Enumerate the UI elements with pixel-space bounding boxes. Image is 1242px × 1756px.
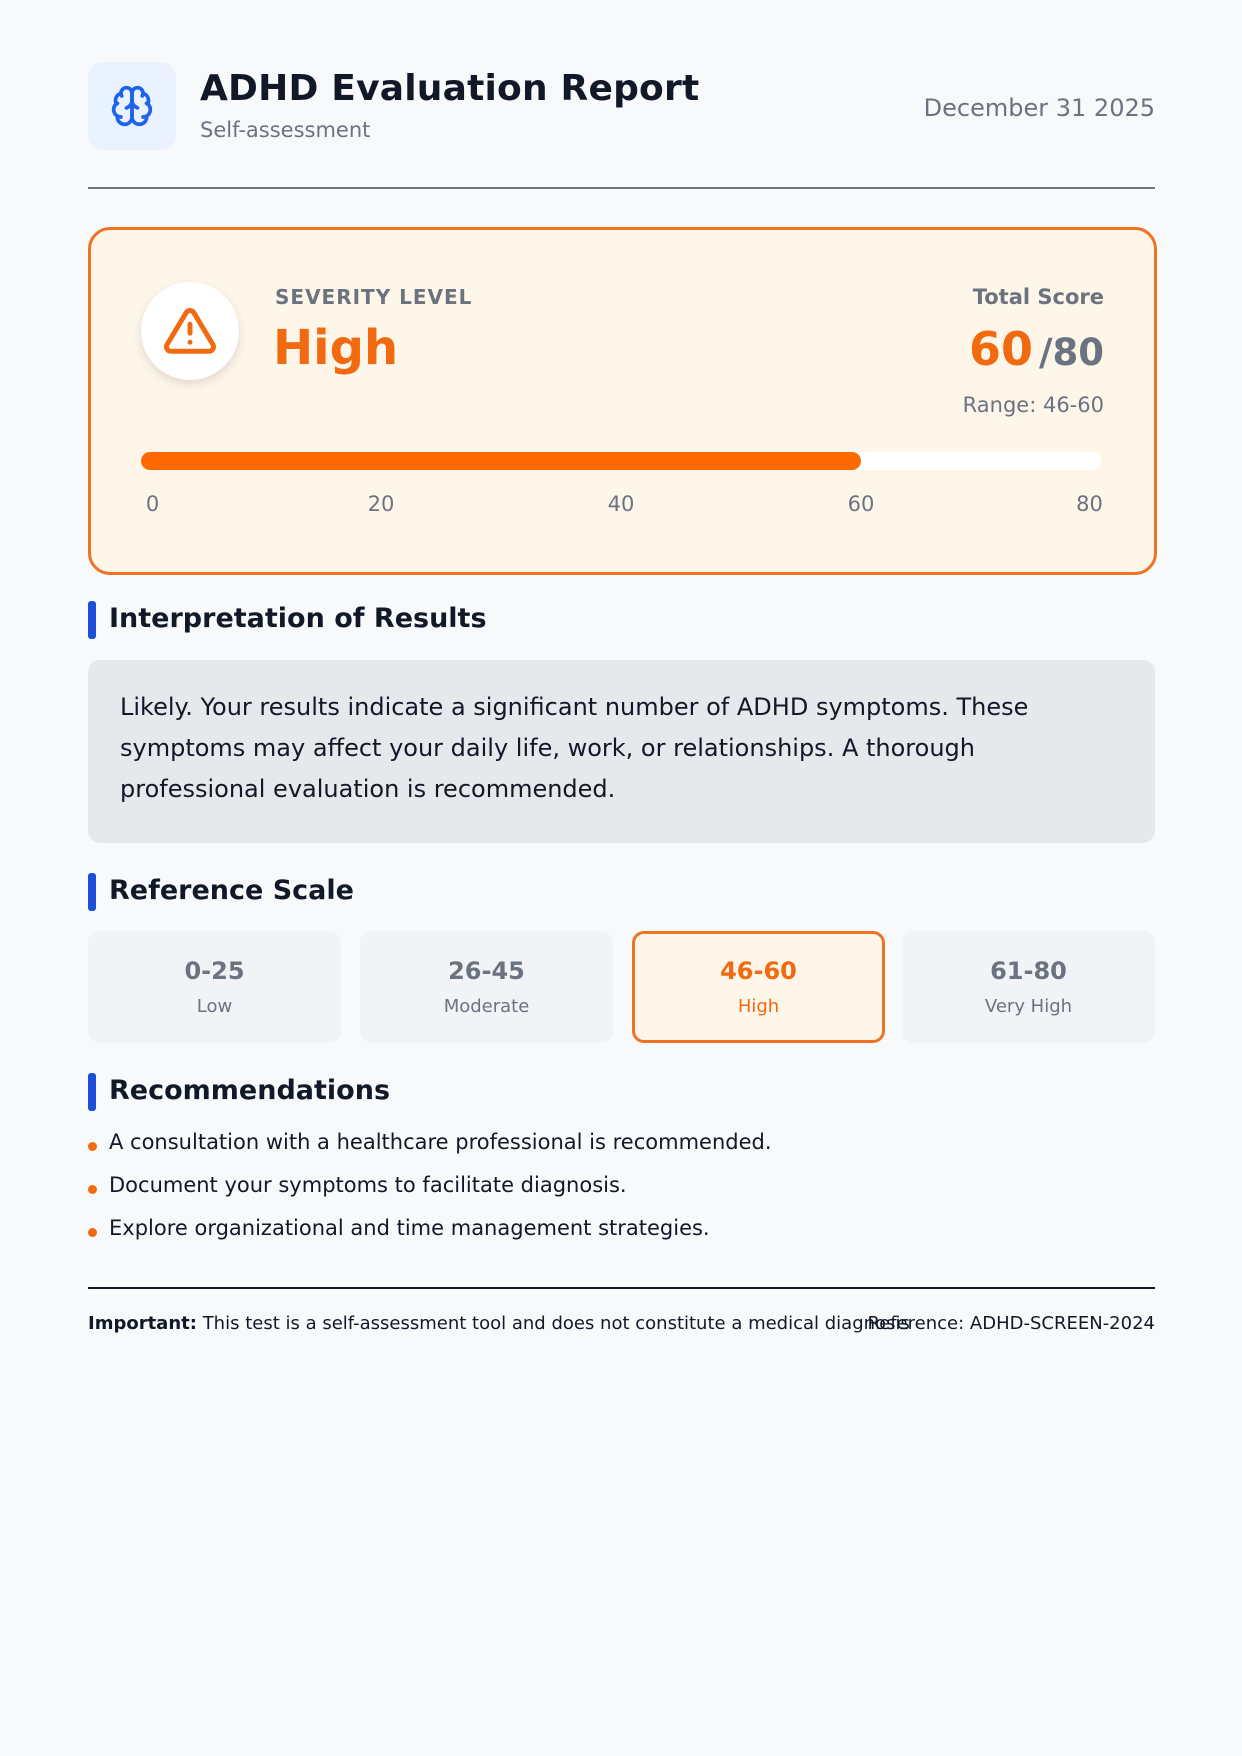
section-accent-bar [88,601,96,639]
score-range: Range: 46-60 [962,393,1104,417]
severity-value: High [273,320,399,376]
warning-triangle-icon [163,304,217,358]
scale-range: 46-60 [720,957,797,985]
scale-level-high [632,931,885,1043]
score-max: /80 [1038,331,1104,374]
report-subtitle: Self-assessment [200,118,371,142]
progress-tick-label: 60 [847,492,875,516]
list-item [88,1216,1155,1259]
brain-icon [110,84,154,128]
scale-name: Low [196,996,233,1017]
scale-level-moderate [360,931,613,1043]
reference-code: Reference: ADHD-SCREEN-2024 [867,1313,1155,1334]
interpretation-text: Likely. Your results indicate a significant number of ADHD symptoms. These symptoms may affect your daily life, work, or relationships. A thorough professional evaluation is recommended. [88,660,1155,843]
scale-name: High [737,996,780,1017]
report-date: December 31 2025 [923,94,1155,122]
scale-range: 61-80 [990,957,1067,985]
recommendations-title: Recommendations [109,1075,391,1106]
severity-card [88,227,1157,575]
footer-divider [88,1287,1155,1289]
progress-tick-label: 0 [145,492,160,516]
scale-range: 26-45 [448,957,525,985]
bullet-dot-icon [88,1142,97,1151]
progress-tick-label: 20 [367,492,395,516]
scale-name: Moderate [443,996,530,1017]
recommendation-text: A consultation with a healthcare professional is recommended. [109,1130,772,1154]
report-header [88,62,1155,150]
progress-ticks [141,492,1101,518]
recommendation-text: Explore organizational and time management strategies. [109,1216,710,1240]
warning-badge [141,282,239,380]
header-divider [88,187,1155,189]
progress-tick-label: 40 [607,492,635,516]
score-value: 60 [968,322,1033,376]
reference-scale-title: Reference Scale [109,875,354,906]
interpretation-title: Interpretation of Results [109,603,487,634]
recommendations-list [88,1130,1155,1259]
list-item [88,1173,1155,1216]
bullet-dot-icon [88,1228,97,1237]
report-title: ADHD Evaluation Report [200,68,700,109]
list-item [88,1130,1155,1173]
severity-label: SEVERITY LEVEL [275,285,473,309]
logo-badge [88,62,176,150]
score-progress-track [141,452,1101,470]
scale-name: Very High [984,996,1073,1017]
score-progress-fill [141,452,861,470]
section-accent-bar [88,873,96,911]
section-accent-bar [88,1073,96,1111]
total-score-label: Total Score [972,285,1104,309]
bullet-dot-icon [88,1185,97,1194]
footer [88,1313,1155,1334]
disclaimer-text: This test is a self-assessment tool and does not constitute a medical diagnosis [202,1313,910,1334]
important-label: Important: [88,1313,197,1334]
scale-range: 0-25 [184,957,245,985]
progress-tick-label: 80 [1076,492,1103,516]
scale-level-very-high [902,931,1155,1043]
total-score [969,322,1104,376]
scale-level-low [88,931,341,1043]
recommendation-text: Document your symptoms to facilitate diagnosis. [109,1173,627,1197]
